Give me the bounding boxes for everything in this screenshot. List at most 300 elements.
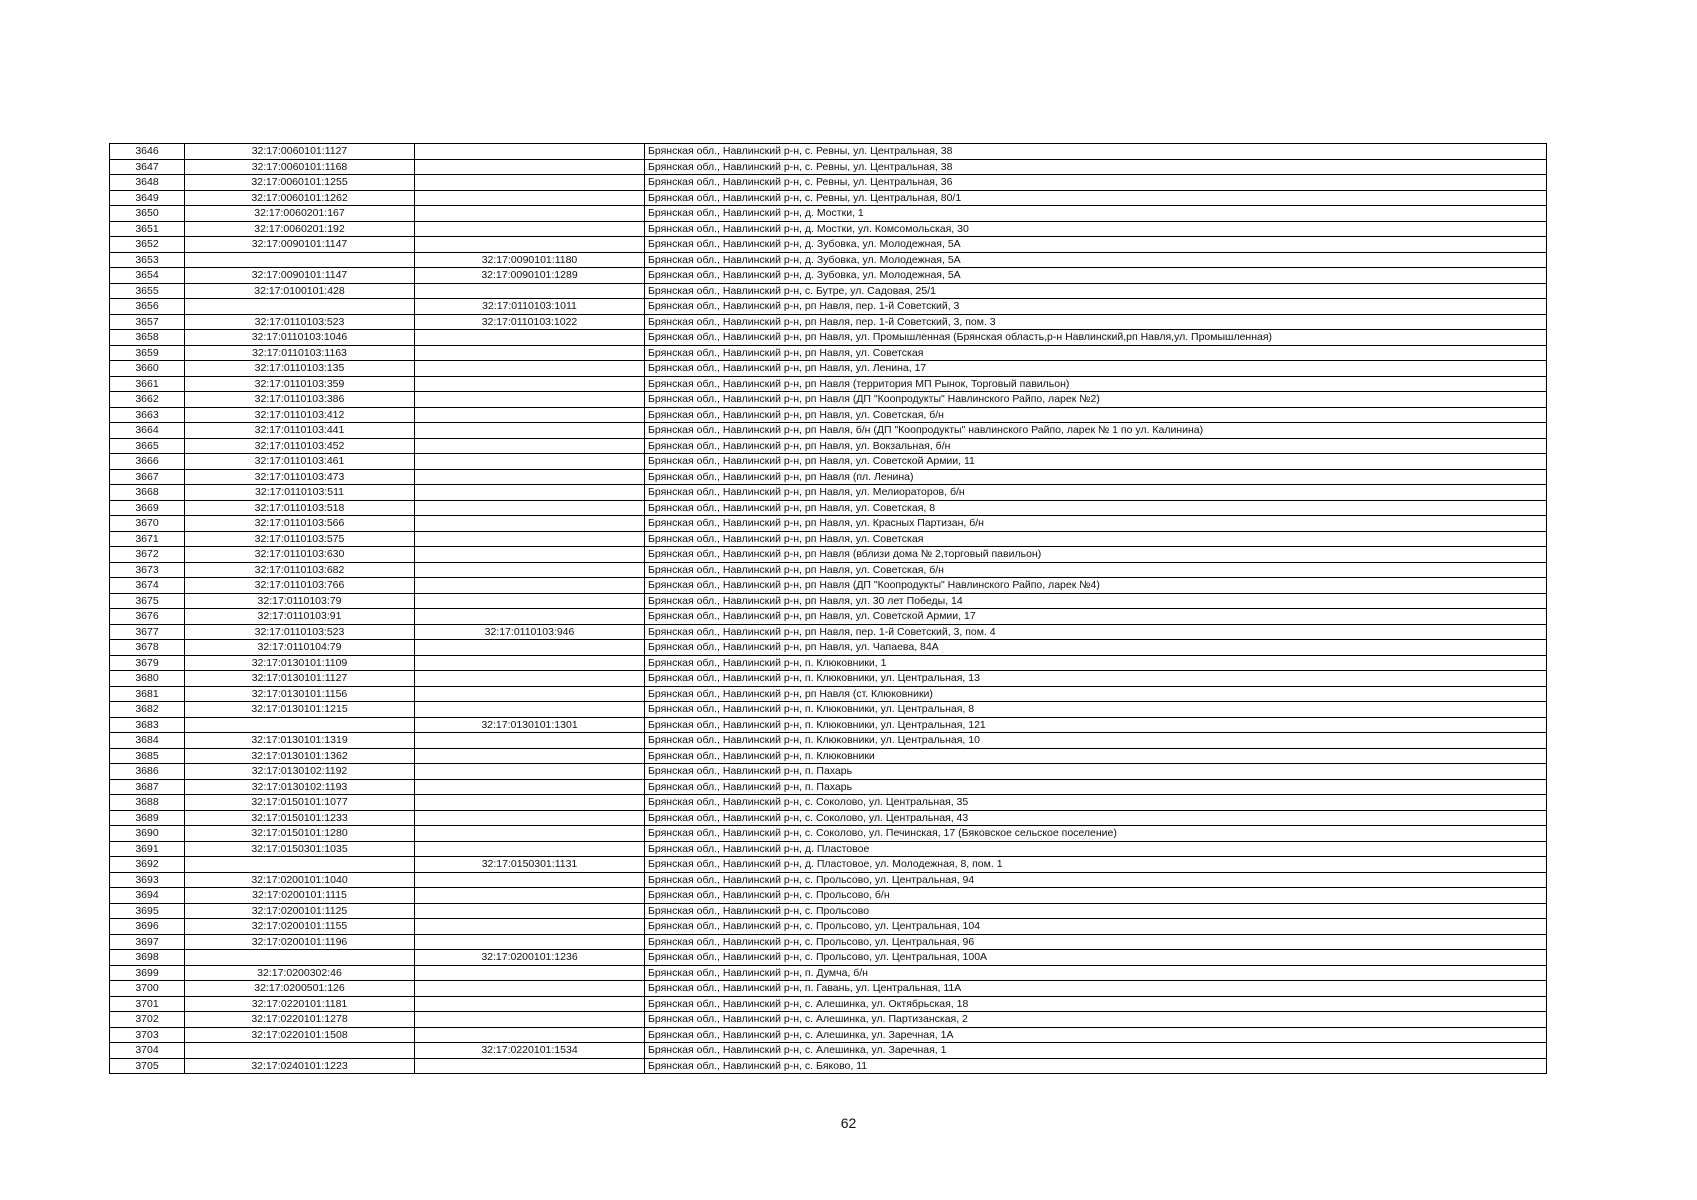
table-row <box>110 609 1547 625</box>
table-row <box>110 175 1547 191</box>
table-row <box>110 640 1547 656</box>
address-cell: Брянская обл., Навлинский р-н, д. Зубовка, ул. Молодежная, 5А <box>645 268 1547 284</box>
address-cell: Брянская обл., Навлинский р-н, п. Пахарь <box>645 764 1547 780</box>
cadastral-number-cell: 32:17:0130101:1362 <box>185 748 415 764</box>
row-number-cell: 3688 <box>110 795 185 811</box>
table-row <box>110 934 1547 950</box>
address-cell: Брянская обл., Навлинский р-н, с. Бутре, ул. Садовая, 25/1 <box>645 283 1547 299</box>
table-row <box>110 702 1547 718</box>
table-row <box>110 206 1547 222</box>
address-cell: Брянская обл., Навлинский р-н, рп Навля, пер. 1-й Советский, 3 <box>645 299 1547 315</box>
related-cadastral-number-cell <box>415 578 645 594</box>
table-row <box>110 299 1547 315</box>
address-cell: Брянская обл., Навлинский р-н, рп Навля (ДП "Коопродукты" Навлинского Райпо, ларек №2) <box>645 392 1547 408</box>
row-number-cell: 3683 <box>110 717 185 733</box>
related-cadastral-number-cell <box>415 206 645 222</box>
related-cadastral-number-cell <box>415 144 645 160</box>
cadastral-number-cell: 32:17:0110103:135 <box>185 361 415 377</box>
table-row <box>110 779 1547 795</box>
table-row <box>110 345 1547 361</box>
related-cadastral-number-cell <box>415 841 645 857</box>
address-cell: Брянская обл., Навлинский р-н, рп Навля, ул. Красных Партизан, б/н <box>645 516 1547 532</box>
table-row <box>110 500 1547 516</box>
related-cadastral-number-cell <box>415 175 645 191</box>
cadastral-number-cell: 32:17:0130101:1319 <box>185 733 415 749</box>
related-cadastral-number-cell <box>415 640 645 656</box>
table-row <box>110 888 1547 904</box>
row-number-cell: 3653 <box>110 252 185 268</box>
related-cadastral-number-cell <box>415 655 645 671</box>
table-row <box>110 841 1547 857</box>
address-cell: Брянская обл., Навлинский р-н, п. Думча, б/н <box>645 965 1547 981</box>
address-cell: Брянская обл., Навлинский р-н, с. Ревны, ул. Центральная, 36 <box>645 175 1547 191</box>
row-number-cell: 3649 <box>110 190 185 206</box>
cadastral-number-cell <box>185 717 415 733</box>
row-number-cell: 3677 <box>110 624 185 640</box>
row-number-cell: 3664 <box>110 423 185 439</box>
cadastral-number-cell: 32:17:0110103:79 <box>185 593 415 609</box>
row-number-cell: 3705 <box>110 1058 185 1074</box>
address-cell: Брянская обл., Навлинский р-н, рп Навля, ул. Советская, б/н <box>645 407 1547 423</box>
related-cadastral-number-cell <box>415 516 645 532</box>
row-number-cell: 3647 <box>110 159 185 175</box>
row-number-cell: 3667 <box>110 469 185 485</box>
table-row <box>110 857 1547 873</box>
cadastral-number-cell: 32:17:0110103:630 <box>185 547 415 563</box>
row-number-cell: 3700 <box>110 981 185 997</box>
row-number-cell: 3646 <box>110 144 185 160</box>
cadastral-number-cell: 32:17:0110103:523 <box>185 624 415 640</box>
related-cadastral-number-cell <box>415 671 645 687</box>
row-number-cell: 3679 <box>110 655 185 671</box>
cadastral-number-cell: 32:17:0220101:1278 <box>185 1012 415 1028</box>
address-cell: Брянская обл., Навлинский р-н, рп Навля (вблизи дома № 2,торговый павильон) <box>645 547 1547 563</box>
related-cadastral-number-cell <box>415 500 645 516</box>
related-cadastral-number-cell <box>415 981 645 997</box>
row-number-cell: 3662 <box>110 392 185 408</box>
related-cadastral-number-cell <box>415 469 645 485</box>
cadastral-number-cell: 32:17:0130101:1127 <box>185 671 415 687</box>
related-cadastral-number-cell: 32:17:0110103:1011 <box>415 299 645 315</box>
row-number-cell: 3695 <box>110 903 185 919</box>
related-cadastral-number-cell: 32:17:0150301:1131 <box>415 857 645 873</box>
address-cell: Брянская обл., Навлинский р-н, с. Прольсово <box>645 903 1547 919</box>
row-number-cell: 3678 <box>110 640 185 656</box>
row-number-cell: 3696 <box>110 919 185 935</box>
address-cell: Брянская обл., Навлинский р-н, п. Клюковники <box>645 748 1547 764</box>
related-cadastral-number-cell <box>415 283 645 299</box>
cadastral-number-cell: 32:17:0200302:46 <box>185 965 415 981</box>
table-row <box>110 144 1547 160</box>
address-cell: Брянская обл., Навлинский р-н, с. Прольсово, ул. Центральная, 96 <box>645 934 1547 950</box>
address-cell: Брянская обл., Навлинский р-н, с. Алешинка, ул. Заречная, 1А <box>645 1027 1547 1043</box>
cadastral-number-cell: 32:17:0130101:1156 <box>185 686 415 702</box>
row-number-cell: 3684 <box>110 733 185 749</box>
related-cadastral-number-cell <box>415 361 645 377</box>
related-cadastral-number-cell <box>415 531 645 547</box>
related-cadastral-number-cell <box>415 593 645 609</box>
row-number-cell: 3651 <box>110 221 185 237</box>
address-cell: Брянская обл., Навлинский р-н, д. Мостки, 1 <box>645 206 1547 222</box>
cadastral-number-cell: 32:17:0090101:1147 <box>185 237 415 253</box>
address-cell: Брянская обл., Навлинский р-н, д. Зубовка, ул. Молодежная, 5А <box>645 252 1547 268</box>
address-cell: Брянская обл., Навлинский р-н, рп Навля, ул. Советская, б/н <box>645 562 1547 578</box>
related-cadastral-number-cell: 32:17:0110103:1022 <box>415 314 645 330</box>
cadastral-number-cell: 32:17:0110103:1046 <box>185 330 415 346</box>
address-cell: Брянская обл., Навлинский р-н, п. Клюковники, ул. Центральная, 13 <box>645 671 1547 687</box>
related-cadastral-number-cell: 32:17:0130101:1301 <box>415 717 645 733</box>
address-cell: Брянская обл., Навлинский р-н, рп Навля, ул. 30 лет Победы, 14 <box>645 593 1547 609</box>
address-cell: Брянская обл., Навлинский р-н, с. Соколово, ул. Печинская, 17 (Бяковское сельское поселение) <box>645 826 1547 842</box>
address-cell: Брянская обл., Навлинский р-н, с. Прольсово, ул. Центральная, 94 <box>645 872 1547 888</box>
row-number-cell: 3660 <box>110 361 185 377</box>
address-cell: Брянская обл., Навлинский р-н, рп Навля, ул. Промышленная (Брянская область,р-н Навлинский,рп Навля,ул. Промышленная) <box>645 330 1547 346</box>
cadastral-number-cell: 32:17:0110103:766 <box>185 578 415 594</box>
address-cell: Брянская обл., Навлинский р-н, рп Навля, ул. Советской Армии, 17 <box>645 609 1547 625</box>
related-cadastral-number-cell <box>415 376 645 392</box>
row-number-cell: 3691 <box>110 841 185 857</box>
related-cadastral-number-cell <box>415 485 645 501</box>
address-cell: Брянская обл., Навлинский р-н, рп Навля (ДП "Коопродукты" Навлинского Райпо, ларек №4) <box>645 578 1547 594</box>
related-cadastral-number-cell <box>415 779 645 795</box>
address-cell: Брянская обл., Навлинский р-н, п. Гавань, ул. Центральная, 11А <box>645 981 1547 997</box>
row-number-cell: 3703 <box>110 1027 185 1043</box>
cadastral-number-cell: 32:17:0200501:126 <box>185 981 415 997</box>
address-cell: Брянская обл., Навлинский р-н, п. Клюковники, ул. Центральная, 121 <box>645 717 1547 733</box>
table-row <box>110 1027 1547 1043</box>
cadastral-number-cell: 32:17:0200101:1196 <box>185 934 415 950</box>
table-row <box>110 516 1547 532</box>
cadastral-number-cell: 32:17:0240101:1223 <box>185 1058 415 1074</box>
address-cell: Брянская обл., Навлинский р-н, рп Навля, пер. 1-й Советский, 3, пом. 3 <box>645 314 1547 330</box>
row-number-cell: 3657 <box>110 314 185 330</box>
cadastral-number-cell: 32:17:0150301:1035 <box>185 841 415 857</box>
related-cadastral-number-cell <box>415 888 645 904</box>
row-number-cell: 3669 <box>110 500 185 516</box>
row-number-cell: 3672 <box>110 547 185 563</box>
address-cell: Брянская обл., Навлинский р-н, рп Навля (пл. Ленина) <box>645 469 1547 485</box>
cadastral-number-cell: 32:17:0150101:1233 <box>185 810 415 826</box>
address-cell: Брянская обл., Навлинский р-н, рп Навля, ул. Советская <box>645 531 1547 547</box>
cadastral-number-cell: 32:17:0110104:79 <box>185 640 415 656</box>
related-cadastral-number-cell <box>415 547 645 563</box>
address-cell: Брянская обл., Навлинский р-н, рп Навля, ул. Вокзальная, б/н <box>645 438 1547 454</box>
cadastral-number-cell: 32:17:0220101:1181 <box>185 996 415 1012</box>
address-cell: Брянская обл., Навлинский р-н, с. Прольсово, б/н <box>645 888 1547 904</box>
cadastral-number-cell <box>185 950 415 966</box>
address-cell: Брянская обл., Навлинский р-н, рп Навля (ст. Клюковники) <box>645 686 1547 702</box>
related-cadastral-number-cell <box>415 686 645 702</box>
cadastral-number-cell: 32:17:0060101:1127 <box>185 144 415 160</box>
address-cell: Брянская обл., Навлинский р-н, с. Алешинка, ул. Октябрьская, 18 <box>645 996 1547 1012</box>
row-number-cell: 3673 <box>110 562 185 578</box>
table-row <box>110 624 1547 640</box>
cadastral-number-cell: 32:17:0110103:682 <box>185 562 415 578</box>
row-number-cell: 3661 <box>110 376 185 392</box>
related-cadastral-number-cell <box>415 221 645 237</box>
cadastral-number-cell: 32:17:0110103:518 <box>185 500 415 516</box>
row-number-cell: 3687 <box>110 779 185 795</box>
table-row <box>110 717 1547 733</box>
cadastral-number-cell: 32:17:0200101:1125 <box>185 903 415 919</box>
address-cell: Брянская обл., Навлинский р-н, рп Навля, ул. Мелиораторов, б/н <box>645 485 1547 501</box>
row-number-cell: 3682 <box>110 702 185 718</box>
address-cell: Брянская обл., Навлинский р-н, д. Пластовое, ул. Молодежная, 8, пом. 1 <box>645 857 1547 873</box>
table-row <box>110 531 1547 547</box>
cadastral-number-cell: 32:17:0110103:91 <box>185 609 415 625</box>
cadastral-number-cell: 32:17:0130101:1215 <box>185 702 415 718</box>
row-number-cell: 3665 <box>110 438 185 454</box>
related-cadastral-number-cell <box>415 392 645 408</box>
table-row <box>110 733 1547 749</box>
table-row <box>110 655 1547 671</box>
related-cadastral-number-cell <box>415 810 645 826</box>
cadastral-number-cell: 32:17:0110103:359 <box>185 376 415 392</box>
cadastral-number-cell: 32:17:0110103:511 <box>185 485 415 501</box>
related-cadastral-number-cell <box>415 330 645 346</box>
address-cell: Брянская обл., Навлинский р-н, с. Соколово, ул. Центральная, 43 <box>645 810 1547 826</box>
cadastral-number-cell: 32:17:0060101:1255 <box>185 175 415 191</box>
row-number-cell: 3656 <box>110 299 185 315</box>
related-cadastral-number-cell <box>415 345 645 361</box>
property-table <box>109 143 1547 1074</box>
table-row <box>110 795 1547 811</box>
row-number-cell: 3699 <box>110 965 185 981</box>
table-row <box>110 547 1547 563</box>
address-cell: Брянская обл., Навлинский р-н, с. Прольсово, ул. Центральная, 100А <box>645 950 1547 966</box>
related-cadastral-number-cell <box>415 423 645 439</box>
cadastral-number-cell: 32:17:0200101:1115 <box>185 888 415 904</box>
address-cell: Брянская обл., Навлинский р-н, рп Навля, б/н (ДП "Коопродукты" навлинского Райпо, ларек № 1 по ул. Калинина) <box>645 423 1547 439</box>
related-cadastral-number-cell <box>415 826 645 842</box>
table-row <box>110 686 1547 702</box>
related-cadastral-number-cell <box>415 454 645 470</box>
address-cell: Брянская обл., Навлинский р-н, с. Соколово, ул. Центральная, 35 <box>645 795 1547 811</box>
related-cadastral-number-cell <box>415 1027 645 1043</box>
table-row <box>110 361 1547 377</box>
address-cell: Брянская обл., Навлинский р-н, с. Ревны, ул. Центральная, 38 <box>645 144 1547 160</box>
cadastral-number-cell <box>185 1043 415 1059</box>
related-cadastral-number-cell: 32:17:0110103:946 <box>415 624 645 640</box>
related-cadastral-number-cell <box>415 1012 645 1028</box>
address-cell: Брянская обл., Навлинский р-н, рп Навля, ул. Советская, 8 <box>645 500 1547 516</box>
address-cell: Брянская обл., Навлинский р-н, рп Навля, ул. Советская <box>645 345 1547 361</box>
row-number-cell: 3693 <box>110 872 185 888</box>
row-number-cell: 3689 <box>110 810 185 826</box>
cadastral-number-cell: 32:17:0060101:1262 <box>185 190 415 206</box>
row-number-cell: 3650 <box>110 206 185 222</box>
row-number-cell: 3658 <box>110 330 185 346</box>
related-cadastral-number-cell <box>415 996 645 1012</box>
row-number-cell: 3697 <box>110 934 185 950</box>
row-number-cell: 3659 <box>110 345 185 361</box>
related-cadastral-number-cell <box>415 919 645 935</box>
table-row <box>110 1043 1547 1059</box>
table-row <box>110 376 1547 392</box>
related-cadastral-number-cell <box>415 609 645 625</box>
row-number-cell: 3685 <box>110 748 185 764</box>
row-number-cell: 3676 <box>110 609 185 625</box>
address-cell: Брянская обл., Навлинский р-н, рп Навля, ул. Советской Армии, 11 <box>645 454 1547 470</box>
table-row <box>110 996 1547 1012</box>
table-row <box>110 469 1547 485</box>
table-row <box>110 268 1547 284</box>
address-cell: Брянская обл., Навлинский р-н, рп Навля, пер. 1-й Советский, 3, пом. 4 <box>645 624 1547 640</box>
related-cadastral-number-cell <box>415 407 645 423</box>
address-cell: Брянская обл., Навлинский р-н, с. Прольсово, ул. Центральная, 104 <box>645 919 1547 935</box>
row-number-cell: 3654 <box>110 268 185 284</box>
table-row <box>110 330 1547 346</box>
table-row <box>110 423 1547 439</box>
address-cell: Брянская обл., Навлинский р-н, с. Алешинка, ул. Заречная, 1 <box>645 1043 1547 1059</box>
related-cadastral-number-cell <box>415 1058 645 1074</box>
related-cadastral-number-cell <box>415 190 645 206</box>
row-number-cell: 3668 <box>110 485 185 501</box>
related-cadastral-number-cell: 32:17:0090101:1180 <box>415 252 645 268</box>
related-cadastral-number-cell: 32:17:0090101:1289 <box>415 268 645 284</box>
address-cell: Брянская обл., Навлинский р-н, п. Пахарь <box>645 779 1547 795</box>
cadastral-number-cell: 32:17:0200101:1040 <box>185 872 415 888</box>
page-number: 62 <box>840 1115 857 1131</box>
cadastral-number-cell: 32:17:0220101:1508 <box>185 1027 415 1043</box>
cadastral-number-cell: 32:17:0130102:1192 <box>185 764 415 780</box>
table-row <box>110 1058 1547 1074</box>
cadastral-number-cell: 32:17:0110103:386 <box>185 392 415 408</box>
related-cadastral-number-cell <box>415 562 645 578</box>
table-row <box>110 190 1547 206</box>
table-row <box>110 407 1547 423</box>
table-row <box>110 593 1547 609</box>
cadastral-number-cell: 32:17:0100101:428 <box>185 283 415 299</box>
address-cell: Брянская обл., Навлинский р-н, д. Зубовка, ул. Молодежная, 5А <box>645 237 1547 253</box>
row-number-cell: 3686 <box>110 764 185 780</box>
property-table-body <box>110 144 1547 1074</box>
row-number-cell: 3698 <box>110 950 185 966</box>
address-cell: Брянская обл., Навлинский р-н, с. Ревны, ул. Центральная, 80/1 <box>645 190 1547 206</box>
address-cell: Брянская обл., Навлинский р-н, с. Бяково, 11 <box>645 1058 1547 1074</box>
row-number-cell: 3690 <box>110 826 185 842</box>
row-number-cell: 3702 <box>110 1012 185 1028</box>
cadastral-number-cell: 32:17:0110103:473 <box>185 469 415 485</box>
related-cadastral-number-cell <box>415 872 645 888</box>
table-row <box>110 810 1547 826</box>
table-row <box>110 919 1547 935</box>
table-row <box>110 965 1547 981</box>
table-row <box>110 392 1547 408</box>
table-row <box>110 748 1547 764</box>
table-row <box>110 221 1547 237</box>
table-row <box>110 252 1547 268</box>
cadastral-number-cell: 32:17:0090101:1147 <box>185 268 415 284</box>
table-row <box>110 283 1547 299</box>
cadastral-number-cell <box>185 857 415 873</box>
related-cadastral-number-cell <box>415 733 645 749</box>
row-number-cell: 3670 <box>110 516 185 532</box>
cadastral-number-cell: 32:17:0110103:461 <box>185 454 415 470</box>
cadastral-number-cell: 32:17:0060201:192 <box>185 221 415 237</box>
table-row <box>110 981 1547 997</box>
cadastral-number-cell: 32:17:0110103:441 <box>185 423 415 439</box>
cadastral-number-cell <box>185 252 415 268</box>
table-row <box>110 578 1547 594</box>
table-row <box>110 485 1547 501</box>
row-number-cell: 3692 <box>110 857 185 873</box>
address-cell: Брянская обл., Навлинский р-н, п. Клюковники, 1 <box>645 655 1547 671</box>
table-row <box>110 562 1547 578</box>
address-cell: Брянская обл., Навлинский р-н, с. Алешинка, ул. Партизанская, 2 <box>645 1012 1547 1028</box>
cadastral-number-cell: 32:17:0150101:1280 <box>185 826 415 842</box>
row-number-cell: 3701 <box>110 996 185 1012</box>
table-row <box>110 872 1547 888</box>
table-row <box>110 438 1547 454</box>
row-number-cell: 3704 <box>110 1043 185 1059</box>
related-cadastral-number-cell <box>415 438 645 454</box>
address-cell: Брянская обл., Навлинский р-н, п. Клюковники, ул. Центральная, 10 <box>645 733 1547 749</box>
cadastral-number-cell: 32:17:0110103:1163 <box>185 345 415 361</box>
table-row <box>110 1012 1547 1028</box>
cadastral-number-cell: 32:17:0110103:566 <box>185 516 415 532</box>
address-cell: Брянская обл., Навлинский р-н, п. Клюковники, ул. Центральная, 8 <box>645 702 1547 718</box>
row-number-cell: 3675 <box>110 593 185 609</box>
related-cadastral-number-cell <box>415 795 645 811</box>
row-number-cell: 3648 <box>110 175 185 191</box>
cadastral-number-cell: 32:17:0130101:1109 <box>185 655 415 671</box>
row-number-cell: 3652 <box>110 237 185 253</box>
address-cell: Брянская обл., Навлинский р-н, д. Мостки, ул. Комсомольская, 30 <box>645 221 1547 237</box>
row-number-cell: 3671 <box>110 531 185 547</box>
related-cadastral-number-cell <box>415 159 645 175</box>
cadastral-number-cell: 32:17:0110103:575 <box>185 531 415 547</box>
related-cadastral-number-cell <box>415 237 645 253</box>
address-cell: Брянская обл., Навлинский р-н, рп Навля (территория МП Рынок, Торговый павильон) <box>645 376 1547 392</box>
table-row <box>110 454 1547 470</box>
cadastral-number-cell: 32:17:0060201:167 <box>185 206 415 222</box>
address-cell: Брянская обл., Навлинский р-н, с. Ревны, ул. Центральная, 38 <box>645 159 1547 175</box>
address-cell: Брянская обл., Навлинский р-н, рп Навля, ул. Чапаева, 84А <box>645 640 1547 656</box>
related-cadastral-number-cell: 32:17:0200101:1236 <box>415 950 645 966</box>
table-row <box>110 159 1547 175</box>
cadastral-number-cell: 32:17:0130102:1193 <box>185 779 415 795</box>
row-number-cell: 3666 <box>110 454 185 470</box>
address-cell: Брянская обл., Навлинский р-н, рп Навля, ул. Ленина, 17 <box>645 361 1547 377</box>
table-row <box>110 237 1547 253</box>
cadastral-number-cell: 32:17:0110103:523 <box>185 314 415 330</box>
related-cadastral-number-cell <box>415 764 645 780</box>
related-cadastral-number-cell <box>415 903 645 919</box>
row-number-cell: 3655 <box>110 283 185 299</box>
table-row <box>110 764 1547 780</box>
table-row <box>110 903 1547 919</box>
cadastral-number-cell: 32:17:0150101:1077 <box>185 795 415 811</box>
cadastral-number-cell: 32:17:0110103:452 <box>185 438 415 454</box>
related-cadastral-number-cell <box>415 702 645 718</box>
row-number-cell: 3694 <box>110 888 185 904</box>
table-row <box>110 314 1547 330</box>
row-number-cell: 3674 <box>110 578 185 594</box>
row-number-cell: 3663 <box>110 407 185 423</box>
cadastral-number-cell: 32:17:0110103:412 <box>185 407 415 423</box>
table-row <box>110 826 1547 842</box>
related-cadastral-number-cell <box>415 748 645 764</box>
related-cadastral-number-cell <box>415 965 645 981</box>
table-row <box>110 950 1547 966</box>
cadastral-number-cell <box>185 299 415 315</box>
row-number-cell: 3681 <box>110 686 185 702</box>
related-cadastral-number-cell <box>415 934 645 950</box>
cadastral-number-cell: 32:17:0060101:1168 <box>185 159 415 175</box>
address-cell: Брянская обл., Навлинский р-н, д. Пластовое <box>645 841 1547 857</box>
cadastral-number-cell: 32:17:0200101:1155 <box>185 919 415 935</box>
